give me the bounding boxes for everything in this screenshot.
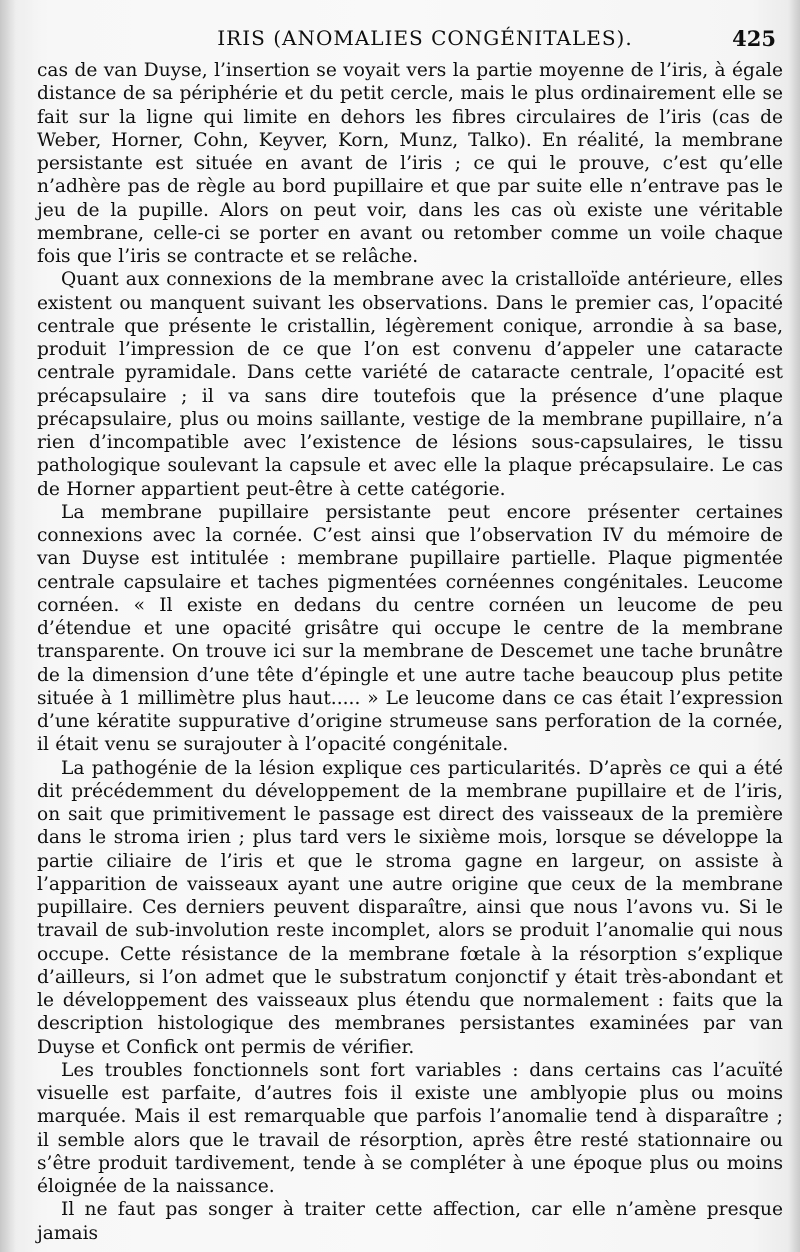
paragraph: Quant aux connexions de la membrane avec la cristalloïde antérieure, elles existent ou manquent suivant les observations. Dans le premier cas, l’opacité centrale que présente le cristallin, légèrement conique, arrondie à sa base, produit l’impression de ce que l’on est convenu d’appeler une cataracte centrale pyramidale. Dans cette variété de cataracte centrale, l’opacité est précapsulaire ; il va sans dire toutefois que la présence d’une plaque précapsulaire, plus ou moins saillante, vestige de la membrane pupillaire, n’a rien d’incompatible avec l’existence de lésions sous-capsulaires, le tissu pathologique soulevant la capsule et avec elle la plaque précapsulaire. Le cas de Horner appartient peut-être à cette catégorie. — [37, 269, 783, 500]
paragraph: cas de van Duyse, l’insertion se voyait vers la partie moyenne de l’iris, à égale distance de sa périphérie et du petit cercle, mais le plus ordinairement elle se fait sur la ligne qui limite en dehors les fibres circulaires de l’iris (cas de Weber, Horner, Cohn, Keyver, Korn, Munz, Talko). En réalité, la membrane persistante est située en avant de l’iris ; ce qui le prouve, c’est qu’elle n’adhère pas de règle au bord pupillaire et que par suite elle n’entrave pas le jeu de la pupille. Alors on peut voir, dans les cas où existe une véritable membrane, celle-ci se porter en avant ou retomber comme un voile chaque fois que l’iris se contracte et se relâche. — [37, 60, 783, 267]
paragraph: Les troubles fonctionnels sont fort variables : dans certains cas l’acuïté visuelle est parfaite, d’autres fois il existe une amblyopie plus ou moins marquée. Mais il est remarquable que parfois l’anomalie tend à disparaître ; il semble alors que le travail de résorption, après être resté stationnaire ou s’être produit tardivement, tende à se compléter à une époque plus ou moins éloignée de la naissance. — [37, 1059, 783, 1197]
page-edge-shadow-left — [0, 0, 16, 1252]
running-title: IRIS (ANOMALIES CONGÉNITALES). — [217, 26, 633, 50]
body-text — [37, 59, 783, 1245]
page-number: 425 — [732, 26, 776, 51]
running-head — [40, 20, 780, 56]
paragraph: Il ne faut pas songer à traiter cette affection, car elle n’amène presque jamais — [37, 1199, 783, 1244]
paragraph: La pathogénie de la lésion explique ces particularités. D’après ce qui a été dit précédemment du développement de la membrane pupillaire et de l’iris, on sait que primitivement le passage est direct des vaisseaux de la première dans le stroma irien ; plus tard vers le sixième mois, lorsque se développe la partie ciliaire de l’iris et que le stroma gagne en largeur, on assiste à l’apparition de vaisseaux ayant une autre origine que ceux de la membrane pupillaire. Ces derniers peuvent disparaître, ainsi que nous l’avons vu. Si le travail de sub-involution reste incomplet, alors se produit l’anomalie qui nous occupe. Cette résistance de la membrane fœtale à la résorption s’explique d’ailleurs, si l’on admet que le substratum conjonctif y était très-abondant et le développement des vaisseaux plus étendu que normalement : faits que la description histologique des membranes persistantes examinées par van Duyse et Confick ont permis de vérifier. — [37, 757, 783, 1058]
paragraph: La membrane pupillaire persistante peut encore présenter certaines connexions avec la cornée. C’est ainsi que l’observation IV du mémoire de van Duyse est intitulée : membrane pupillaire partielle. Plaque pigmentée centrale capsulaire et taches pigmentées cornéennes congénitales. Leucome cornéen. « Il existe en dedans du centre cornéen un leucome de peu d’étendue et une opacité grisâtre qui occupe le centre de la membrane transparente. On trouve ici sur la membrane de Descemet une tache brunâtre de la dimension d’une tête d’épingle et une autre tache beaucoup plus petite située à 1 millimètre plus haut..... » Le leucome dans ce cas était l’expression d’une kératite suppurative d’origine strumeuse sans perforation de la cornée, il était venu se surajouter à l’opacité congénitale. — [37, 501, 783, 756]
page-edge-shadow-right — [788, 0, 800, 1252]
